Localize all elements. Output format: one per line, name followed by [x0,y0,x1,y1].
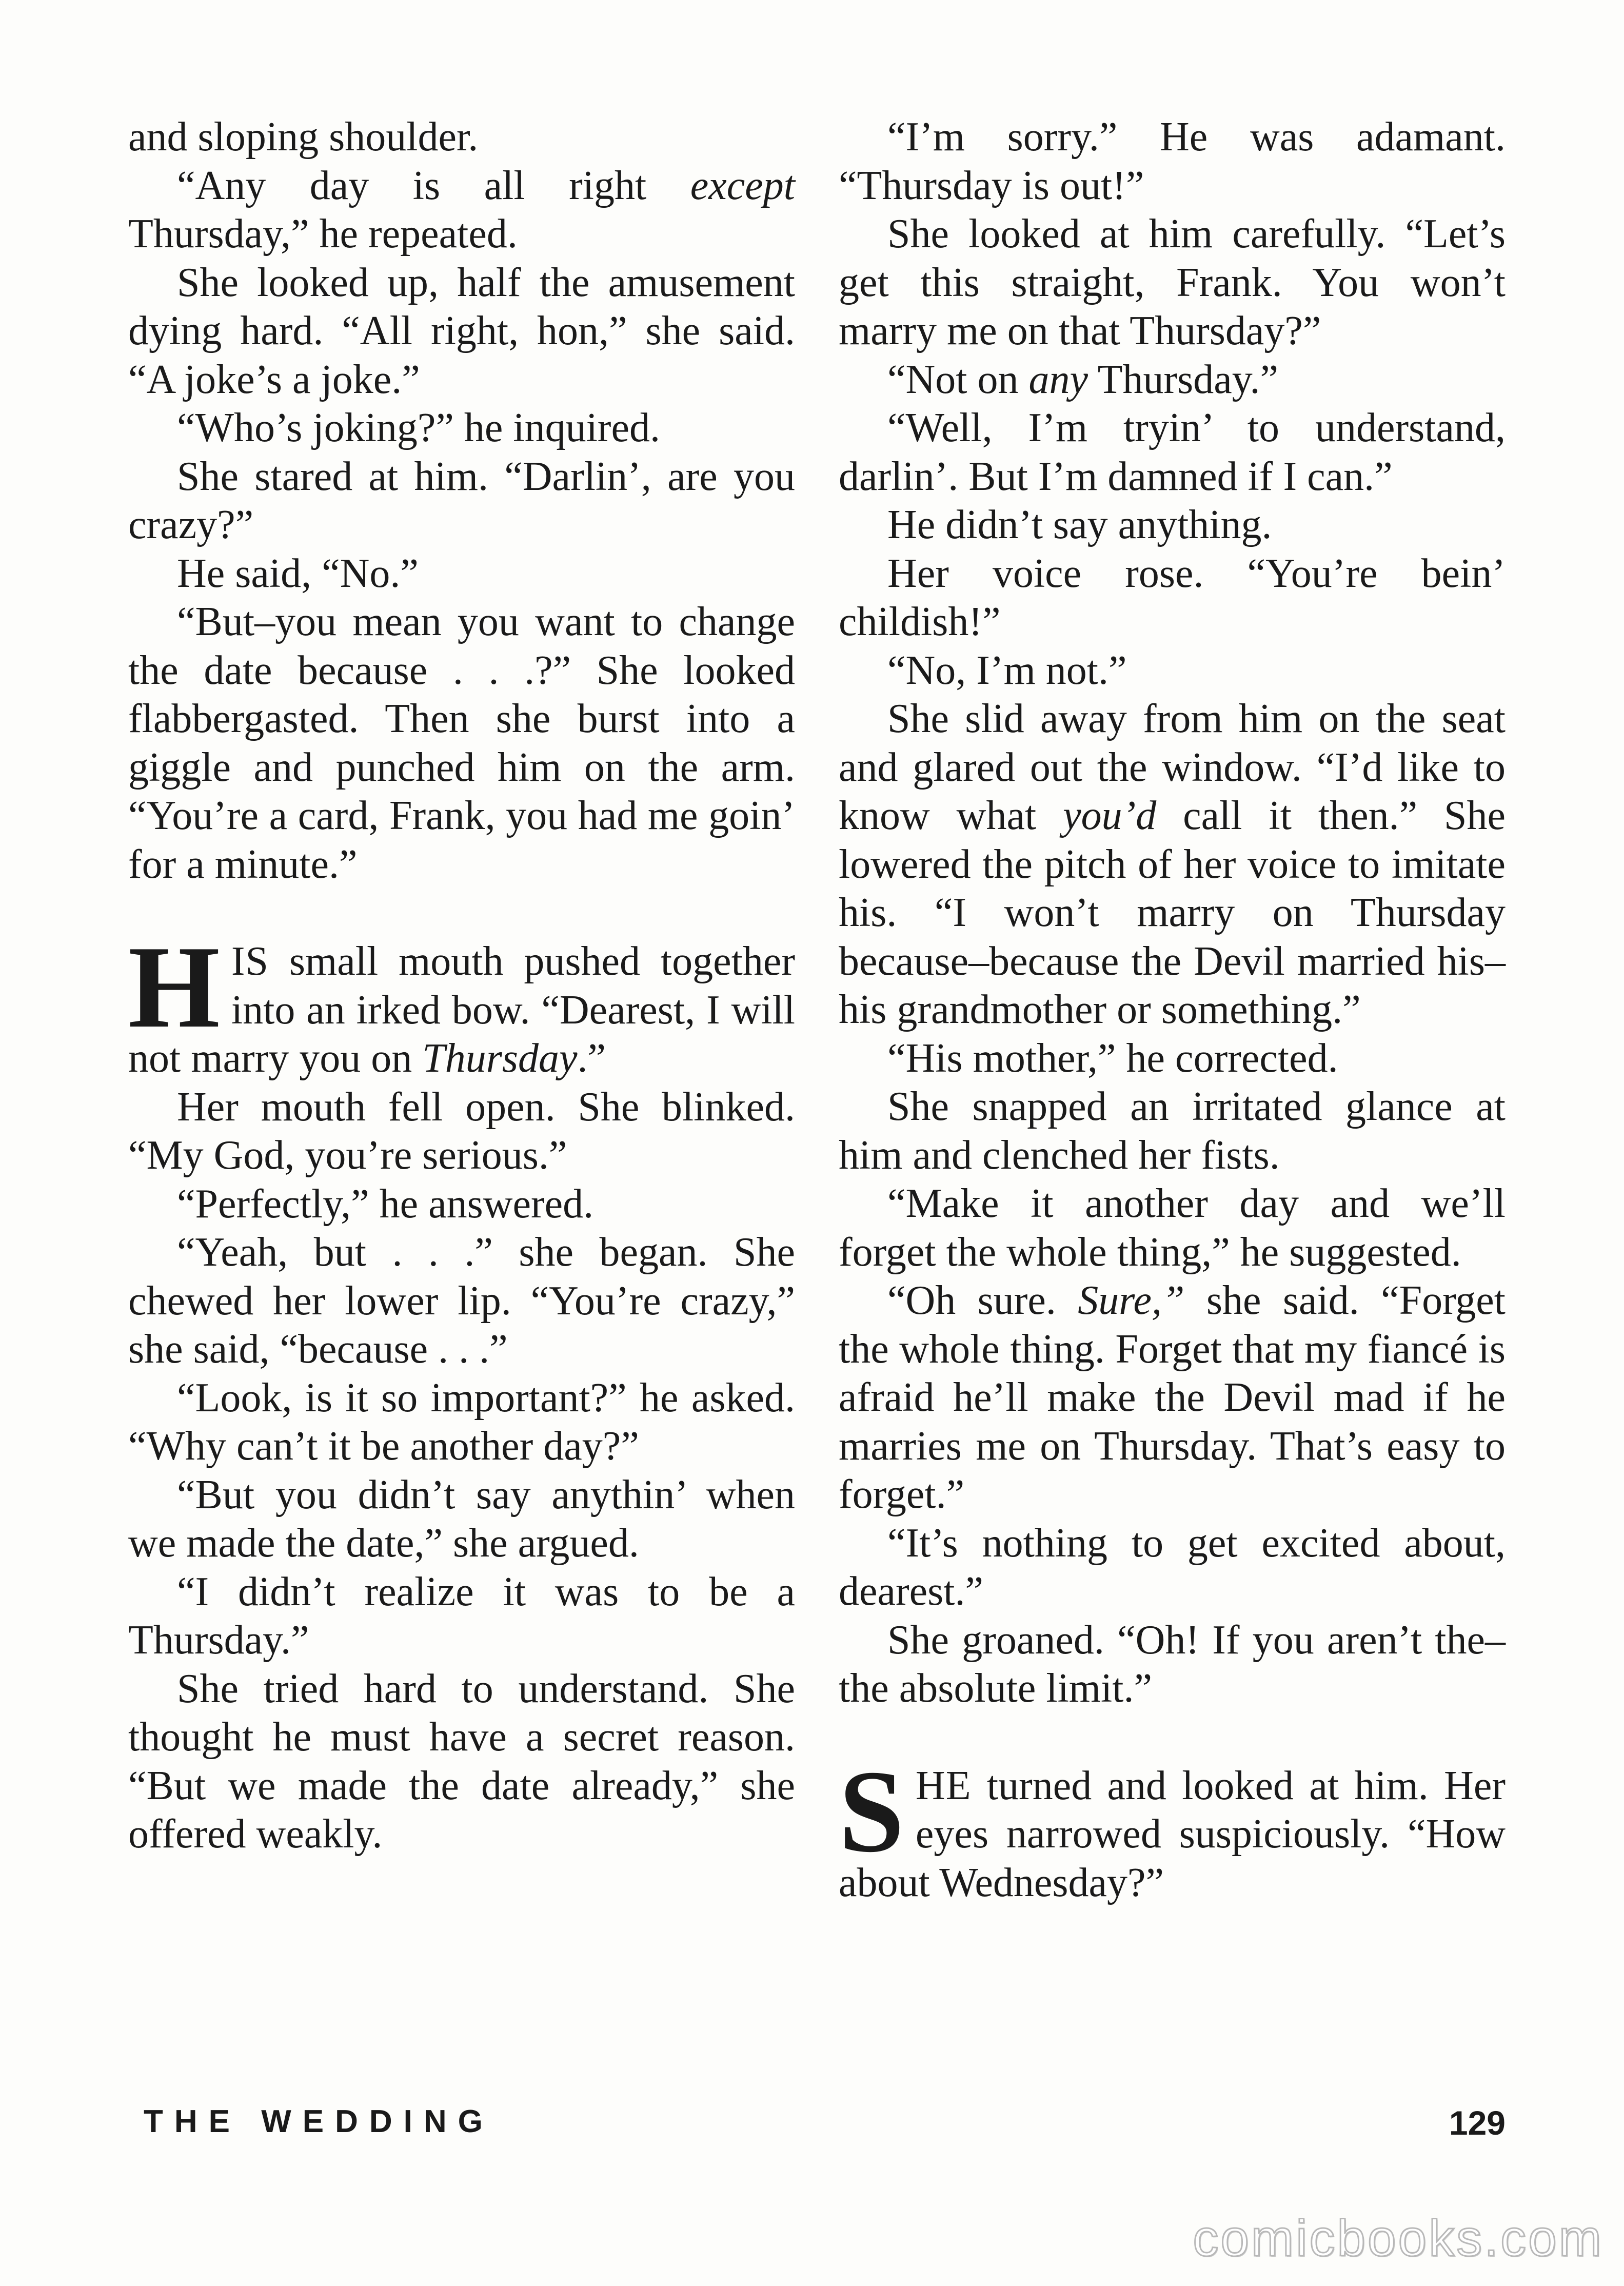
paragraph [128,452,795,549]
paragraph [839,695,1506,1034]
paragraph-text: “Not on [887,357,1029,402]
emphasis-text: Thursday [422,1036,578,1081]
dropcap-paragraph [839,1745,1506,1907]
running-title: THE WEDDING [144,2104,494,2139]
paragraph-text: “Well, I’m tryin’ to understand, darlin’. But I’m damned if I can.” [839,405,1506,499]
paragraph-text: “I’m sorry.” He was adamant. “Thursday is out!” [839,114,1506,208]
emphasis-text: you’d [1063,793,1157,838]
paragraph-text: “Look, is it so important?” he asked. “Why can’t it be another day?” [128,1375,795,1469]
drop-cap-letter: H [128,921,220,1052]
paragraph-text: Her voice rose. “You’re bein’ childish!” [839,550,1506,644]
paragraph [839,210,1506,356]
paragraph-text: “His mother,” he corrected. [887,1035,1338,1081]
paragraph-text: and sloping shoulder. [128,114,479,160]
paragraph [839,1276,1506,1519]
paragraph-text: “Perfectly,” he answered. [177,1181,594,1227]
paragraph [128,1180,795,1229]
paragraph [128,1228,795,1374]
paragraph-text: She slid away from him on the seat and glared out the window. “I’d like to know what [839,696,1506,838]
paragraph-text: “But you didn’t say anythin’ when we made the date,” she argued. [128,1472,795,1566]
paragraph [128,259,795,404]
paragraph-text: .” [577,1036,606,1081]
right-text-column [839,113,1506,1907]
paragraph-text: She looked up, half the amusement dying hard. “All right, hon,” she said. “A joke’s a joke.” [128,260,795,402]
paragraph-text: She looked at him carefully. “Let’s get this straight, Frank. You won’t marry me on that Thursday?” [839,211,1506,353]
paragraph [839,501,1506,549]
paragraph-text: She tried hard to understand. She thought he must have a secret reason. “But we made the date already,” she offered weakly. [128,1666,795,1857]
emphasis-text: except [690,163,795,208]
drop-cap-letter: S [839,1745,904,1877]
paragraph [839,1519,1506,1616]
paragraph-text: small mouth pushed together into an irked bow. “Dearest, I will not marry you on [128,939,795,1081]
paragraph-text: call it then.” She lowered the pitch of her voice to imitate his. “I won’t marry on Thursday because–because the Devil married his–his grandmother or something.” [839,793,1506,1032]
cap-word: IS [231,939,269,984]
paragraph [839,1082,1506,1179]
paragraph [128,113,795,162]
page-footer [128,2103,1506,2144]
paragraph-text: “Yeah, but . . .” she began. She chewed her lower lip. “You’re crazy,” she said, “because . . .” [128,1230,795,1372]
paragraph [128,404,795,452]
paragraph [839,113,1506,210]
paragraph-text: “Who’s joking?” he inquired. [177,405,660,450]
paragraph [839,356,1506,404]
paragraph-text: He didn’t say anything. [887,502,1272,547]
paragraph [128,162,795,259]
paragraph-text: “It’s nothing to get excited about, dearest.” [839,1520,1506,1614]
paragraph-text: turned and looked at him. Her eyes narrowed suspiciously. “How about Wednesday?” [839,1763,1506,1905]
left-text-column [128,113,795,1859]
dropcap-paragraph [128,921,795,1083]
paragraph-text: Thursday,” he repeated. [128,211,518,257]
paragraph-text: She snapped an irritated glance at him and clenched her fists. [839,1084,1506,1178]
paragraph [128,598,795,889]
page-number: 129 [1449,2104,1506,2142]
paragraph-text: “I didn’t realize it was to be a Thursday.” [128,1569,795,1663]
paragraph-text: she said. “Forget the whole thing. Forget that my fiancé is afraid he’ll make the Devil mad if he marries me on Thursday. That’s easy to forget.” [839,1278,1506,1517]
paragraph [128,1568,795,1665]
paragraph [839,1616,1506,1713]
paragraph-text: Thursday.” [1088,357,1279,402]
paragraph-text: Her mouth fell open. She blinked. “My God, you’re serious.” [128,1084,795,1178]
paragraph-text: She stared at him. “Darlin’, are you crazy?” [128,454,795,547]
site-watermark: comicbooks.com [1193,2210,1603,2267]
paragraph-text: “No, I’m not.” [887,647,1127,693]
paragraph [839,646,1506,695]
paragraph [128,549,795,598]
emphasis-text: Sure,” [1078,1278,1185,1323]
paragraph [128,1374,795,1471]
paragraph [839,404,1506,501]
cap-word: HE [915,1763,972,1808]
paragraph-text: “Any day is all right [177,163,690,208]
paragraph [128,1665,795,1859]
paragraph-text: He said, “No.” [177,550,419,596]
paragraph [839,1034,1506,1083]
paragraph [128,1471,795,1568]
paragraph [839,549,1506,646]
paragraph-text: “But–you mean you want to change the date because . . .?” She looked flabbergasted. Then she burst into a giggle and punched him on the arm. “You’re a card, Frank, you had me goin’ for a minute.” [128,599,795,887]
paragraph [128,1083,795,1180]
emphasis-text: any [1028,357,1088,402]
paragraph [839,1179,1506,1276]
paragraph-text: “Oh sure. [887,1278,1078,1323]
paragraph-text: “Make it another day and we’ll forget the whole thing,” he suggested. [839,1181,1506,1275]
paragraph-text: She groaned. “Oh! If you aren’t the–the absolute limit.” [839,1617,1506,1711]
